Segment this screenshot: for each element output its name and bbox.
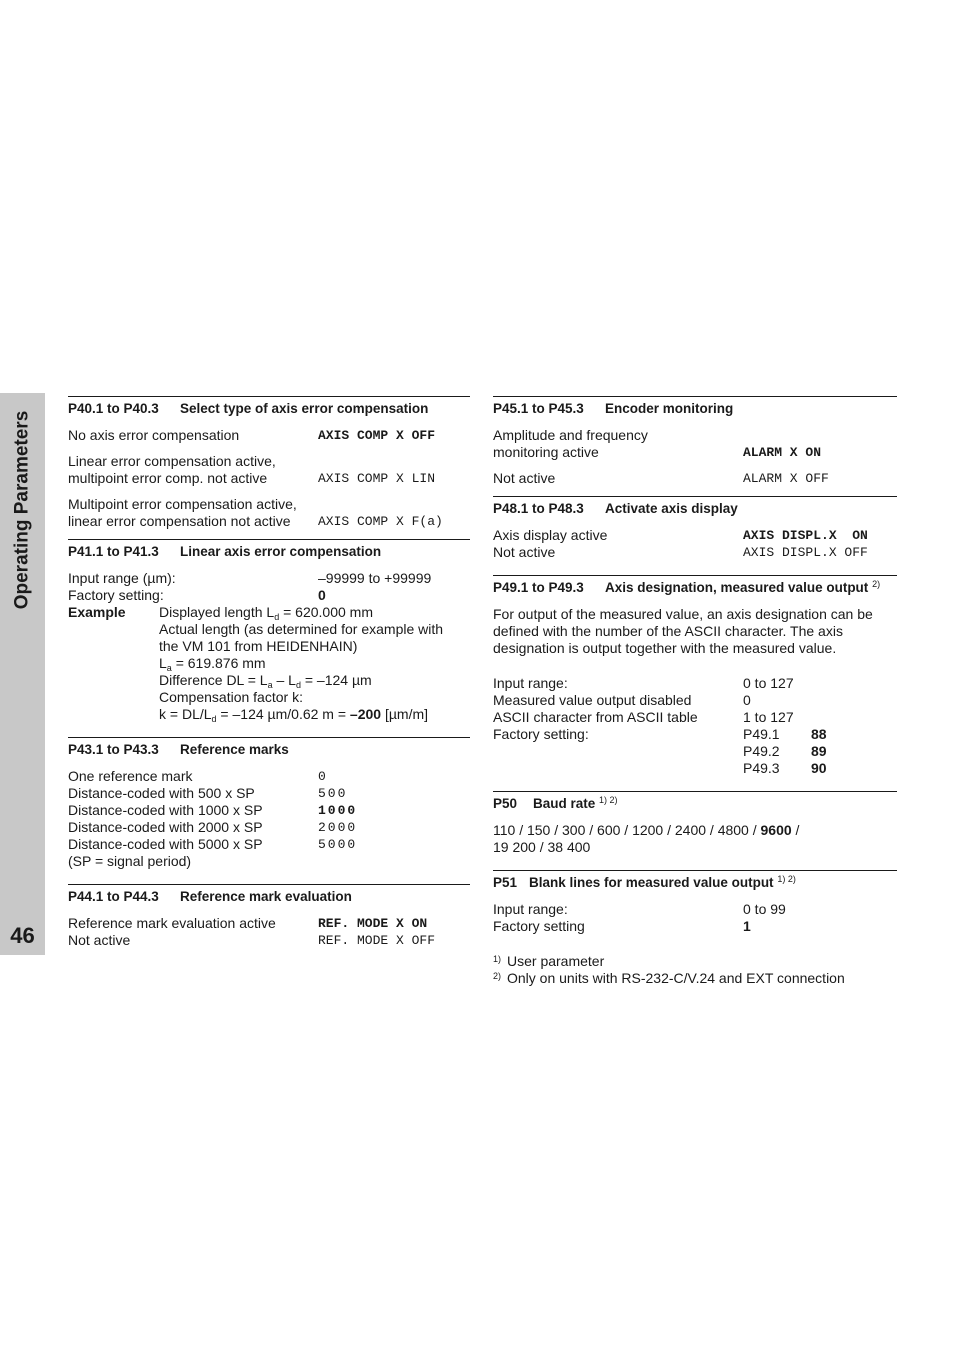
param-row xyxy=(493,709,897,726)
axis-param: P49.1 xyxy=(743,726,780,742)
section-p44 xyxy=(68,884,470,949)
param-label: Input range: xyxy=(493,675,568,691)
footnote-mark: 2) xyxy=(493,971,502,981)
param-row xyxy=(493,901,897,918)
text: / xyxy=(791,822,800,838)
param-value: 0 xyxy=(318,769,328,784)
param-row xyxy=(493,918,897,935)
param-row xyxy=(68,802,470,819)
example-line xyxy=(159,604,470,621)
param-number: P50 xyxy=(493,796,518,811)
section-heading xyxy=(493,871,897,895)
param-row xyxy=(68,915,470,932)
param-label: Axis display active xyxy=(493,527,608,543)
label-line: linear error compensation not active xyxy=(68,513,291,529)
subscript: a xyxy=(267,680,273,690)
example-line xyxy=(159,672,470,689)
section-heading xyxy=(68,540,470,564)
param-value: 500 xyxy=(318,786,348,801)
param-label: Measured value output disabled xyxy=(493,692,692,708)
text: – L xyxy=(272,672,296,688)
param-row xyxy=(68,785,470,802)
factory-value: 90 xyxy=(811,760,827,776)
param-row xyxy=(68,427,470,444)
section-heading xyxy=(68,738,470,762)
text: [µm/m] xyxy=(381,706,429,722)
note: (SP = signal period) xyxy=(68,853,192,869)
left-column xyxy=(68,396,470,949)
param-label: Input range (µm): xyxy=(68,570,176,586)
param-row xyxy=(68,932,470,949)
param-label: Factory setting xyxy=(493,918,585,934)
section-heading xyxy=(493,397,897,421)
param-row xyxy=(493,726,897,743)
subscript: d xyxy=(295,680,301,690)
param-number: P44.1 to P44.3 xyxy=(68,889,159,904)
param-value: 1 xyxy=(743,918,751,934)
section-p51 xyxy=(493,870,897,935)
baud-rates xyxy=(493,822,897,839)
footnotes xyxy=(493,953,897,987)
param-label: Not active xyxy=(68,932,131,948)
param-row xyxy=(68,453,470,487)
param-row xyxy=(493,675,897,692)
param-label: Distance-coded with 1000 x SP xyxy=(68,802,263,818)
param-title: Reference marks xyxy=(180,742,289,757)
label-line: Multipoint error compensation active, xyxy=(68,496,297,512)
param-row xyxy=(493,470,897,487)
param-row xyxy=(68,819,470,836)
param-title: Blank lines for measured value output xyxy=(529,875,774,890)
param-label: Reference mark evaluation active xyxy=(68,915,276,931)
section-title-vertical: Operating Parameters xyxy=(11,410,33,610)
param-title: Baud rate xyxy=(533,796,596,811)
param-value: REF. MODE X OFF xyxy=(318,933,436,948)
param-value: ALARM X ON xyxy=(743,445,822,460)
param-row xyxy=(68,587,470,604)
param-title: Linear axis error compensation xyxy=(180,544,382,559)
text: = 620.000 mm xyxy=(279,604,373,620)
param-value: AXIS DISPL.X ON xyxy=(743,528,868,543)
param-value: 0 to 127 xyxy=(743,675,794,691)
section-heading xyxy=(68,397,470,421)
baud-rates-line2: 19 200 / 38 400 xyxy=(493,839,591,855)
section-p49 xyxy=(493,575,897,777)
param-value: 0 xyxy=(318,587,326,603)
section-p43 xyxy=(68,737,470,870)
label-line: Linear error compensation active, xyxy=(68,453,276,469)
param-row xyxy=(68,570,470,587)
footnote-ref: 1) 2) xyxy=(599,795,618,805)
example-line: Actual length (as determined for example with xyxy=(159,621,444,637)
section-p41 xyxy=(68,539,470,723)
section-p40 xyxy=(68,396,470,530)
param-row xyxy=(68,496,470,530)
param-value: 5000 xyxy=(318,837,358,852)
label-line: Amplitude and frequency xyxy=(493,427,648,443)
text-bold: 9600 xyxy=(760,822,792,838)
param-label: No axis error compensation xyxy=(68,427,240,443)
footnote-mark: 1) xyxy=(493,954,502,964)
param-label: Input range: xyxy=(493,901,568,917)
param-label xyxy=(493,743,743,760)
param-value: AXIS COMP X OFF xyxy=(318,428,436,443)
section-heading xyxy=(493,497,897,521)
axis-param: P49.3 xyxy=(743,760,780,776)
example-line: Compensation factor k: xyxy=(159,689,303,705)
param-number: P43.1 to P43.3 xyxy=(68,742,159,757)
param-row xyxy=(493,743,897,760)
param-number: P41.1 to P41.3 xyxy=(68,544,159,559)
param-label: Factory setting: xyxy=(68,587,164,603)
subscript: d xyxy=(211,714,217,724)
text: L xyxy=(159,655,167,671)
param-label xyxy=(493,760,743,777)
param-label: Not active xyxy=(493,544,556,560)
param-label: Distance-coded with 2000 x SP xyxy=(68,819,263,835)
param-row xyxy=(68,836,470,853)
text: = –124 µm/0.62 m = xyxy=(216,706,350,722)
example-body xyxy=(159,604,470,723)
page-number: 46 xyxy=(10,923,35,948)
subscript: d xyxy=(274,612,280,622)
param-value: 2000 xyxy=(318,820,358,835)
param-row xyxy=(493,544,897,561)
param-value: 0 xyxy=(743,692,751,708)
param-value: AXIS DISPL.X OFF xyxy=(743,545,868,560)
param-value xyxy=(743,760,897,777)
param-value: REF. MODE X ON xyxy=(318,916,428,931)
param-label: One reference mark xyxy=(68,768,193,784)
footnote xyxy=(493,970,897,987)
factory-value: 88 xyxy=(811,726,827,742)
param-title: Activate axis display xyxy=(605,501,738,516)
text: Displayed length L xyxy=(159,604,275,620)
section-p50 xyxy=(493,791,897,856)
param-value: –99999 to +99999 xyxy=(318,570,432,586)
param-row xyxy=(493,427,897,461)
text: 110 / 150 / 300 / 600 / 1200 / 2400 / 4800 / xyxy=(493,822,761,838)
param-number: P48.1 to P48.3 xyxy=(493,501,584,516)
param-label: Not active xyxy=(493,470,556,486)
right-column xyxy=(493,396,897,987)
text: = 619.876 mm xyxy=(171,655,266,671)
section-p45 xyxy=(493,396,897,487)
label-line: monitoring active xyxy=(493,444,599,460)
param-value: ALARM X OFF xyxy=(743,471,829,486)
label-line: multipoint error comp. not active xyxy=(68,470,268,486)
param-label xyxy=(493,427,743,461)
footnote-ref: 1) 2) xyxy=(777,874,796,884)
example-line xyxy=(159,706,470,723)
param-value xyxy=(743,726,897,743)
param-number: P49.1 to P49.3 xyxy=(493,580,584,595)
param-value xyxy=(743,743,897,760)
param-value: AXIS COMP X LIN xyxy=(318,471,436,486)
param-label: ASCII character from ASCII table xyxy=(493,709,698,725)
param-row xyxy=(493,760,897,777)
section-heading xyxy=(493,576,897,600)
param-title: Select type of axis error compensation xyxy=(180,401,429,416)
param-number: P40.1 to P40.3 xyxy=(68,401,159,416)
param-number: P51 xyxy=(493,875,518,890)
text: = –124 µm xyxy=(300,672,372,688)
param-title: Encoder monitoring xyxy=(605,401,734,416)
subscript: a xyxy=(166,663,172,673)
param-label xyxy=(68,453,318,487)
param-row xyxy=(68,768,470,785)
param-label: Distance-coded with 500 x SP xyxy=(68,785,255,801)
example-line xyxy=(159,655,470,672)
footnote-text: User parameter xyxy=(507,953,605,969)
axis-param: P49.2 xyxy=(743,743,780,759)
text: Difference DL = L xyxy=(159,672,268,688)
section-p48 xyxy=(493,496,897,561)
param-number: P45.1 to P45.3 xyxy=(493,401,584,416)
param-label: Factory setting: xyxy=(493,726,589,742)
footnote-ref: 2) xyxy=(872,579,881,589)
factory-value: 89 xyxy=(811,743,827,759)
footnote xyxy=(493,953,897,970)
description: For output of the measured value, an axis designation can be defined with the number of the ASCII character. The axis designation is output together with the measured value. xyxy=(493,606,873,656)
param-title: Axis designation, measured value output xyxy=(605,580,869,595)
param-value: AXIS COMP X F(a) xyxy=(318,514,443,529)
param-row xyxy=(493,527,897,544)
section-heading xyxy=(68,885,470,909)
param-label: Distance-coded with 5000 x SP xyxy=(68,836,263,852)
param-value: 1 to 127 xyxy=(743,709,794,725)
section-heading xyxy=(493,792,897,816)
param-label xyxy=(68,496,318,530)
example-block xyxy=(68,604,470,723)
example-label: Example xyxy=(68,604,126,620)
param-title: Reference mark evaluation xyxy=(180,889,352,904)
text-bold: –200 xyxy=(349,706,382,722)
param-value: 1000 xyxy=(318,803,358,818)
param-row xyxy=(493,692,897,709)
param-value: 0 to 99 xyxy=(743,901,786,917)
footnote-text: Only on units with RS-232-C/V.24 and EXT connection xyxy=(507,970,845,986)
text: k = DL/L xyxy=(159,706,212,722)
example-line: the VM 101 from HEIDENHAIN) xyxy=(159,638,358,654)
